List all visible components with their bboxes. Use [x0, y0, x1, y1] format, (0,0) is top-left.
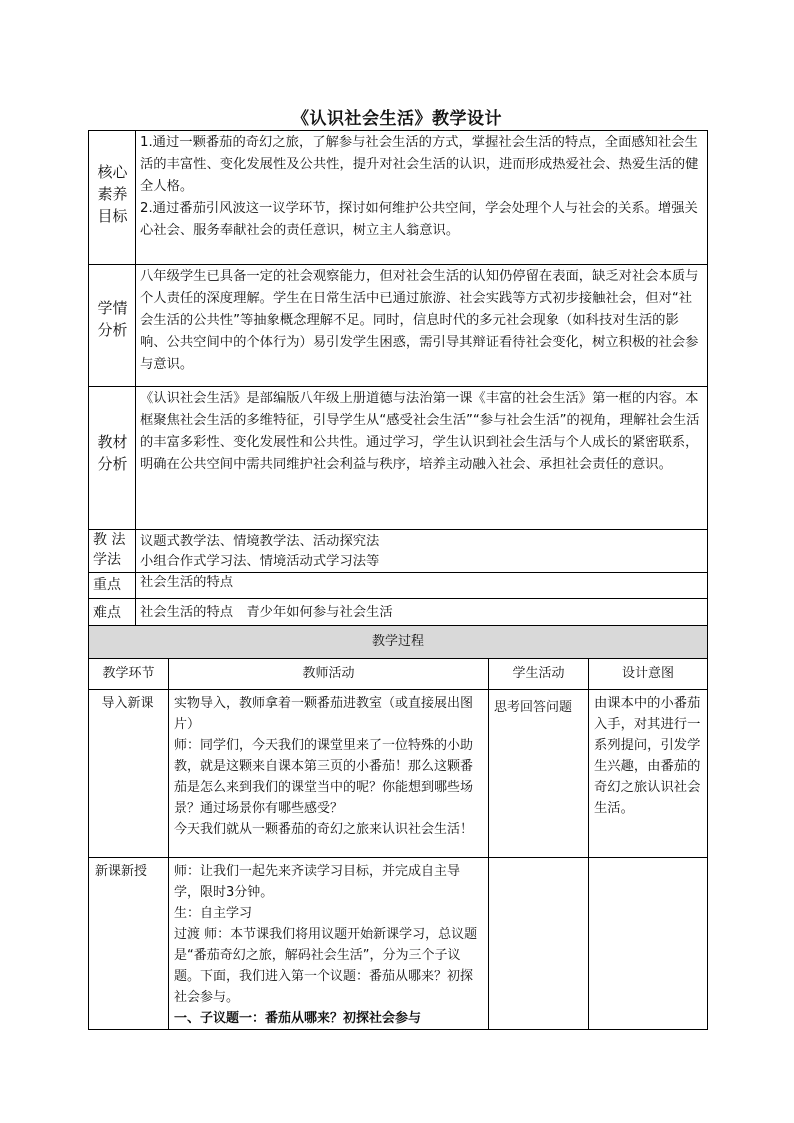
student-analysis-content	[136, 265, 708, 387]
col-header-intent: 设计意图	[589, 659, 708, 690]
design-intent-cell	[589, 858, 708, 1030]
difficulty-content: 社会生活的特点 青少年如何参与社会生活	[136, 599, 708, 627]
methods-line-1: 议题式教学法、情境教学法、活动探究法	[140, 534, 380, 549]
student-analysis-text: 八年级学生已具备一定的社会观察能力，但对社会生活的认知仍停留在表面，缺乏对社会本质与个人责任的深度理解。学生在日常生活中已通过旅游、社会实践等方式初步接触社会，但对“社会生活的公共性”等抽象概念理解不足。同时，信息时代的多元社会现象（如科技对生活的影响、公共空间中的个体行为）易引发学生困惑，需引导其辩证看待社会变化，树立积极的社会参与意识。	[140, 269, 699, 372]
teacher-line: 生：自主学习	[174, 906, 253, 921]
teacher-line: 实物导入，教师拿着一颗番茄进教室（或直接展出图片）	[174, 696, 474, 732]
methods-label: 教 法学法	[89, 530, 136, 573]
student-activity-cell: 思考回答问题	[489, 690, 589, 858]
document-title: 《认识社会生活》教学设计	[292, 109, 502, 129]
teacher-line: 师：让我们一起先来齐读学习目标，并完成自主导学，限时3分钟。	[174, 864, 461, 900]
teacher-activity-cell	[169, 690, 489, 858]
design-intent-cell: 由课本中的小番茄入手，对其进行一系列提问，引发学生兴趣，由番茄的奇幻之旅认识社会生活。	[589, 690, 708, 858]
sub-topic-heading: 一、子议题一：番茄从哪来？初探社会参与	[174, 1011, 422, 1026]
core-goals-row	[89, 131, 708, 265]
teacher-line: 今天我们就从一颗番茄的奇幻之旅来认识社会生活！	[174, 822, 474, 837]
textbook-analysis-row	[89, 387, 708, 530]
student-analysis-label: 学情分析	[89, 265, 136, 387]
difficulty-row	[89, 599, 708, 627]
textbook-analysis-text: 《认识社会生活》是部编版八年级上册道德与法治第一课《丰富的社会生活》第一框的内容。本框聚焦社会生活的多维特征，引导学生从“感受社会生活”“参与社会生活”的视角，理解社会生活的丰富多彩性、变化发展性和公共性。通过学习，学生认识到社会生活与个人成长的紧密联系，明确在公共空间中需共同维护社会利益与秩序，培养主动融入社会、承担社会责任的意识。	[140, 391, 700, 472]
key-point-content: 社会生活的特点	[136, 573, 708, 599]
stage-cell: 导入新课	[89, 690, 169, 858]
process-heading: 教学过程	[89, 626, 708, 659]
col-header-stage: 教学环节	[89, 659, 169, 690]
key-point-row	[89, 573, 708, 599]
core-goal-2: 2.通过番茄引风波这一议学环节，探讨如何维护公共空间，学会处理个人与社会的关系。增强关心社会、服务奉献社会的责任意识，树立主人翁意识。	[140, 201, 698, 238]
teacher-line: 过渡 师：本节课我们将用议题开始新课学习，总议题是“番茄奇幻之旅，解码社会生活”，分为三个子议题。下面，我们进入第一个议题：番茄从哪来？初探社会参与。	[174, 927, 478, 1005]
core-goals-label: 核心素养目标	[89, 131, 136, 265]
student-analysis-row	[89, 265, 708, 387]
overview-table	[88, 130, 708, 627]
process-header-row	[89, 659, 708, 690]
key-point-label: 重点	[89, 573, 136, 599]
core-goal-1: 1.通过一颗番茄的奇幻之旅，了解参与社会生活的方式，掌握社会生活的特点，全面感知社会生活的丰富性、变化发展性及公共性，提升对社会生活的认识，进而形成热爱社会、热爱生活的健全人格。	[140, 135, 699, 194]
core-goals-content	[136, 131, 708, 265]
methods-row	[89, 530, 708, 573]
textbook-analysis-content	[136, 387, 708, 530]
process-row-new-lesson	[89, 858, 708, 1030]
col-header-student: 学生活动	[489, 659, 589, 690]
difficulty-label: 难点	[89, 599, 136, 627]
col-header-teacher: 教师活动	[169, 659, 489, 690]
methods-line-2: 小组合作式学习法、情境活动式学习法等	[140, 554, 380, 569]
process-table	[88, 625, 708, 1030]
methods-content	[136, 530, 708, 573]
stage-cell: 新课新授	[89, 858, 169, 1030]
student-activity-cell	[489, 858, 589, 1030]
teacher-line: 师：同学们，今天我们的课堂里来了一位特殊的小助教，就是这颗来自课本第三页的小番茄！那么这颗番茄是怎么来到我们的课堂当中的呢？你能想到哪些场景？通过场景你有哪些感受？	[174, 738, 474, 816]
textbook-analysis-label: 教材分析	[89, 387, 136, 530]
teacher-activity-cell	[169, 858, 489, 1030]
process-row-intro	[89, 690, 708, 858]
